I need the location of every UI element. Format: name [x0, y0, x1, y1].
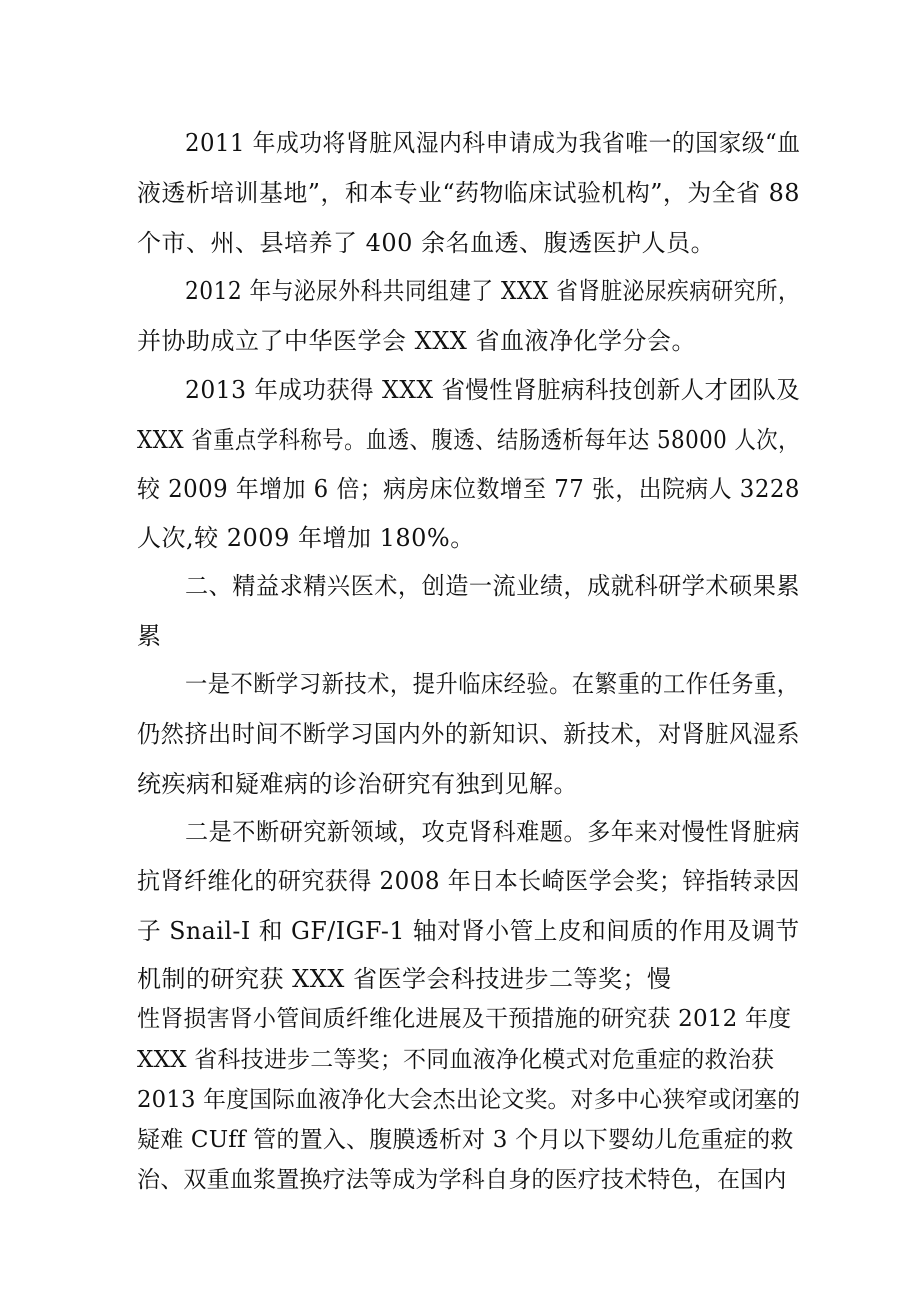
- text-line: 疑难 CUff 管的置入、腹膜透析对 3 个月以下婴幼儿危重症的救: [137, 1127, 794, 1153]
- text-line: XXX 省重点学科称号。血透、腹透、结肠透析每年达 58000 人次，: [137, 426, 800, 454]
- text-line: 仍然挤出时间不断学习国内外的新知识、新技术，对肾脏风湿系: [137, 720, 801, 748]
- section-heading: 累: [137, 622, 162, 650]
- text-line: 2011 年成功将肾脏风湿内科申请成为我省唯一的国家级“血: [185, 129, 801, 157]
- text-line: XXX 省科技进步二等奖；不同血液净化模式对危重症的救治获: [137, 1047, 775, 1073]
- text-line: 较 2009 年增加 6 倍；病房床位数增至 77 张，出院病人 3228: [137, 475, 800, 503]
- text-line: 2013 年度国际血液净化大会杰出论文奖。对多中心狭窄或闭塞的: [137, 1087, 801, 1113]
- text-line: 2013 年成功获得 XXX 省慢性肾脏病科技创新人才团队及: [185, 376, 801, 404]
- text-line: 统疾病和疑难病的诊治研究有独到见解。: [137, 770, 578, 798]
- text-line: 子 Snail-I 和 GF/IGF-1 轴对肾小管上皮和间质的作用及调节: [137, 917, 800, 945]
- text-line: 并协助成立了中华医学会 XXX 省血液净化学分会。: [137, 327, 697, 355]
- text-line: 性肾损害肾小管间质纤维化进展及干预措施的研究获 2012 年度: [137, 1006, 792, 1032]
- text-line: 个市、州、县培养了 400 余名血透、腹透医护人员。: [137, 229, 716, 257]
- text-line: 治、双重血浆置换疗法等成为学科自身的医疗技术特色，在国内: [137, 1167, 787, 1193]
- text-line: 2012 年与泌尿外科共同组建了 XXX 省肾脏泌尿疾病研究所，: [185, 277, 801, 305]
- text-line: 一是不断学习新技术，提升临床经验。在繁重的工作任务重，: [185, 670, 800, 698]
- section-heading: 二、精益求精兴医术，创造一流业绩，成就科研学术硕果累: [185, 572, 801, 600]
- text-line: 二是不断研究新领域，攻克肾科难题。多年来对慢性肾脏病: [185, 818, 801, 846]
- text-line: 机制的研究获 XXX 省医学会科技进步二等奖；慢: [137, 965, 672, 993]
- text-line: 人次,较 2009 年增加 180%。: [137, 524, 475, 552]
- text-line: 液透析培训基地”，和本专业“药物临床试验机构”，为全省 88: [137, 179, 800, 207]
- text-line: 抗肾纤维化的研究获得 2008 年日本长崎医学会奖；锌指转录因: [137, 867, 800, 895]
